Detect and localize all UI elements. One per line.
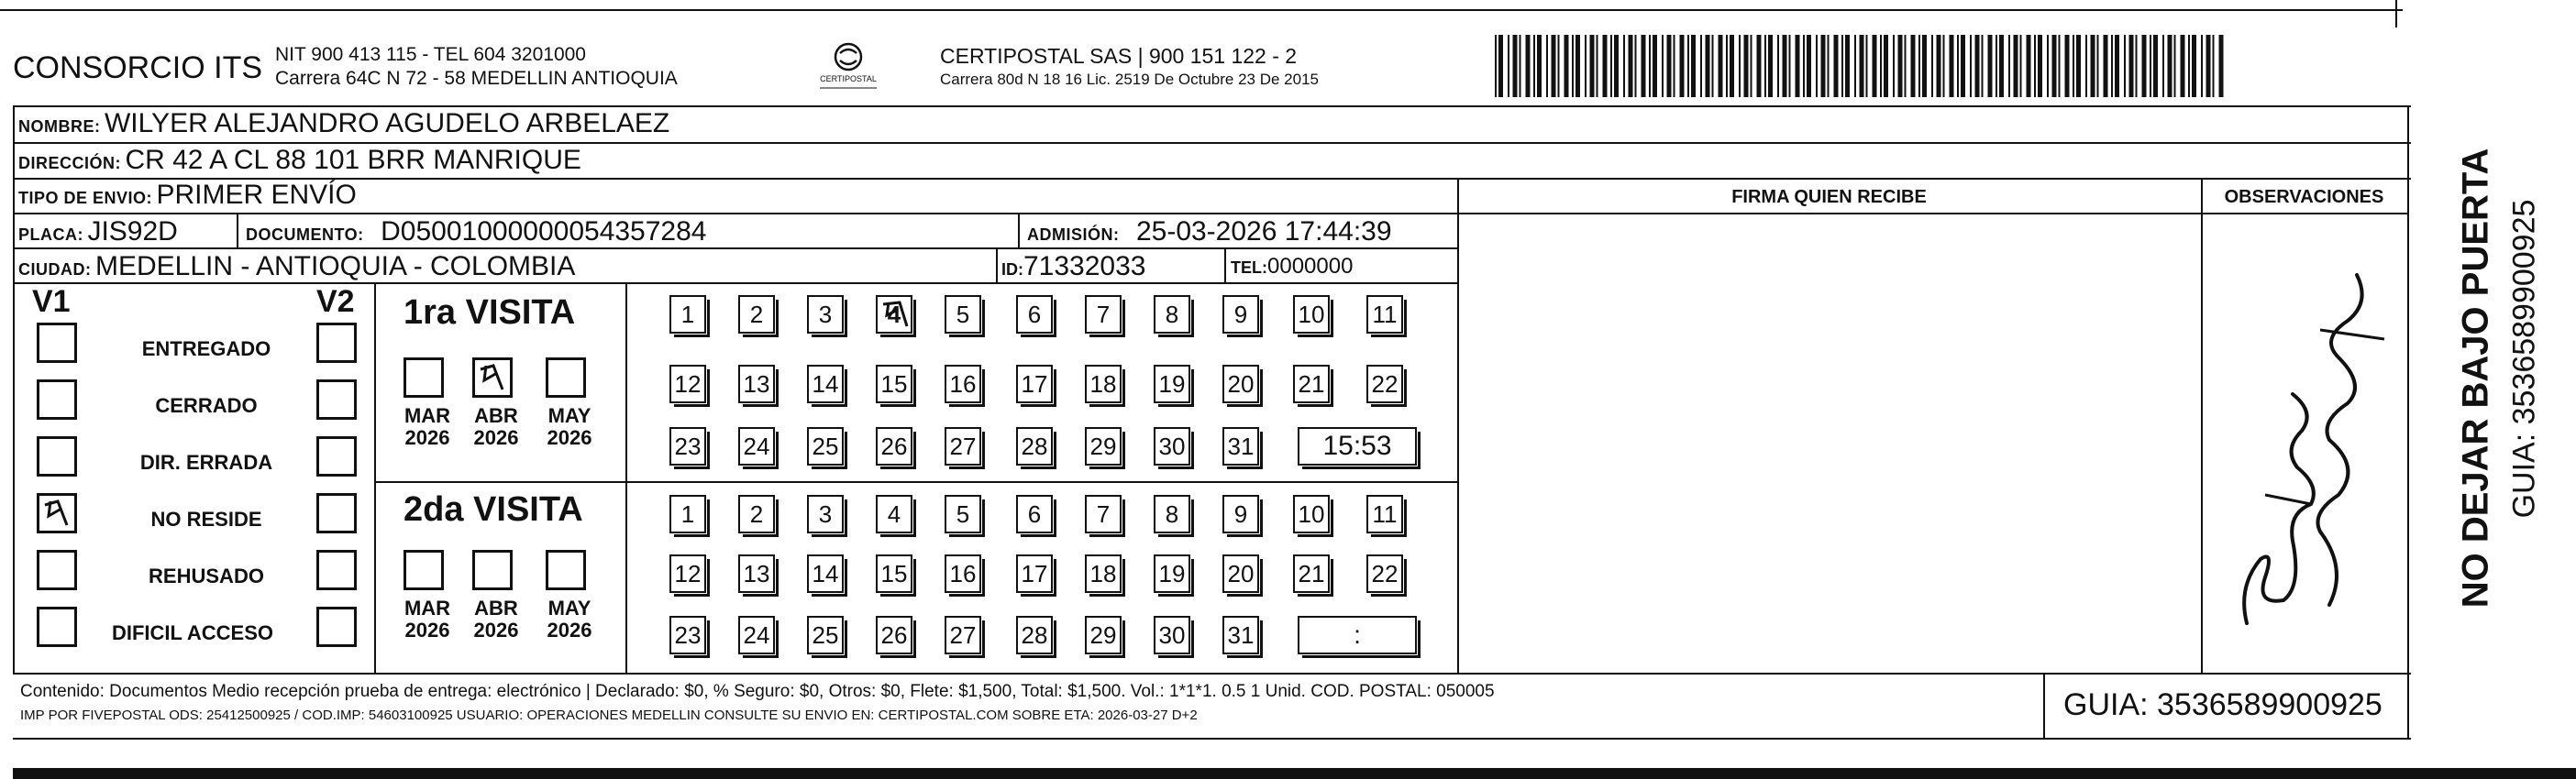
day-cell[interactable]: 5 bbox=[945, 495, 981, 533]
month-name: MAY bbox=[547, 404, 591, 427]
month-label bbox=[402, 598, 453, 642]
admission-label: ADMISIÓN: bbox=[1027, 225, 1120, 244]
v1-checkbox[interactable] bbox=[37, 379, 77, 420]
tel-value: 0000000 bbox=[1267, 254, 1354, 279]
v2-checkbox[interactable] bbox=[316, 379, 357, 420]
day-cell[interactable]: 1 bbox=[669, 295, 706, 334]
type-value: PRIMER ENVÍO bbox=[156, 180, 357, 210]
company-name: CONSORCIO ITS bbox=[13, 50, 263, 85]
v1-checkbox[interactable] bbox=[37, 436, 77, 477]
day-cell[interactable]: 9 bbox=[1222, 495, 1259, 533]
month-name: ABR bbox=[474, 597, 518, 620]
nit-line: NIT 900 413 115 - TEL 604 3201000 bbox=[275, 44, 586, 65]
day-cell[interactable]: 26 bbox=[876, 427, 912, 466]
day-cell[interactable]: 24 bbox=[738, 616, 775, 654]
day-cell[interactable]: 31 bbox=[1222, 616, 1259, 654]
obs-left-border bbox=[2201, 178, 2203, 673]
status-label: REHUSADO bbox=[149, 565, 264, 587]
month-name: MAR bbox=[404, 597, 451, 620]
time-box[interactable]: : bbox=[1298, 616, 1417, 654]
day-cell[interactable]: 16 bbox=[945, 554, 981, 593]
table-right bbox=[2407, 105, 2409, 674]
day-cell[interactable]: 20 bbox=[1222, 554, 1259, 593]
status-label: NO RESIDE bbox=[150, 508, 262, 531]
day-cell[interactable]: 19 bbox=[1154, 365, 1190, 403]
admission-value: 25-03-2026 17:44:39 bbox=[1135, 216, 1392, 247]
handwritten-signature bbox=[2210, 238, 2403, 642]
footer-meta-line: IMP POR FIVEPOSTAL ODS: 25412500925 / COD.IMP: 54603100925 USUARIO: OPERACIONES MEDELLIN CONSULTE SU ENVIO EN: CERTIPOSTAL.COM SOBRE ETA: 2026-03-27 D+2 bbox=[20, 708, 1198, 723]
day-cell[interactable]: 7 bbox=[1085, 495, 1122, 533]
day-cell[interactable]: 5 bbox=[945, 295, 981, 334]
day-cell[interactable]: 19 bbox=[1154, 554, 1190, 593]
table-top bbox=[13, 105, 2411, 107]
month-year: 2026 bbox=[473, 426, 519, 449]
day-cell[interactable]: 11 bbox=[1366, 495, 1403, 533]
day-cell[interactable]: 6 bbox=[1016, 495, 1053, 533]
type-label: TIPO DE ENVIO: bbox=[18, 189, 153, 207]
cell-divider bbox=[996, 247, 998, 282]
guia-vertical: GUIA: 3536589900925 bbox=[2506, 199, 2542, 519]
day-cell[interactable]: 25 bbox=[807, 427, 844, 466]
v2-checkbox[interactable] bbox=[316, 436, 357, 477]
day-cell[interactable]: 18 bbox=[1085, 554, 1122, 593]
footer-right bbox=[2407, 673, 2409, 739]
name-value: WILYER ALEJANDRO AGUDELO ARBELAEZ bbox=[104, 108, 670, 138]
day-cell[interactable]: 3 bbox=[807, 295, 844, 334]
carrier-line: CERTIPOSTAL SAS | 900 151 122 - 2 bbox=[940, 44, 1298, 68]
top-right-tick bbox=[2395, 0, 2397, 27]
month-year: 2026 bbox=[404, 426, 450, 449]
day-cell[interactable]: 23 bbox=[669, 616, 706, 654]
day-cell[interactable]: 15 bbox=[876, 554, 912, 593]
visit2-title: 2da VISITA bbox=[404, 490, 583, 529]
day-cell[interactable]: 22 bbox=[1366, 554, 1403, 593]
month-label bbox=[470, 598, 522, 642]
plate-cell bbox=[18, 216, 178, 247]
day-cell[interactable]: 13 bbox=[738, 365, 775, 403]
day-cell[interactable]: 12 bbox=[669, 554, 706, 593]
visit1-title: 1ra VISITA bbox=[404, 293, 576, 332]
visit-divider bbox=[625, 282, 627, 673]
day-cell[interactable]: 4 bbox=[876, 295, 912, 334]
day-cell[interactable]: 18 bbox=[1085, 365, 1122, 403]
day-cell[interactable]: 10 bbox=[1293, 495, 1330, 533]
document-cell bbox=[246, 216, 706, 247]
day-cell[interactable]: 27 bbox=[945, 616, 981, 654]
day-cell[interactable]: 29 bbox=[1085, 616, 1122, 654]
name-row bbox=[18, 108, 669, 139]
v1-checkbox[interactable] bbox=[37, 550, 77, 590]
month-name: MAR bbox=[404, 404, 451, 427]
row-divider bbox=[13, 282, 1457, 284]
day-cell[interactable]: 11 bbox=[1366, 295, 1403, 334]
v1-label: V1 bbox=[32, 284, 71, 319]
day-cell[interactable]: 28 bbox=[1016, 427, 1053, 466]
plate-value: JIS92D bbox=[87, 216, 178, 247]
day-cell[interactable]: 4 bbox=[876, 495, 912, 533]
city-value: MEDELLIN - ANTIOQUIA - COLOMBIA bbox=[94, 251, 576, 281]
day-cell[interactable]: 1 bbox=[669, 495, 706, 533]
day-cell[interactable]: 30 bbox=[1154, 427, 1190, 466]
day-cell[interactable]: 23 bbox=[669, 427, 706, 466]
day-cell[interactable]: 7 bbox=[1085, 295, 1122, 334]
address-value: CR 42 A CL 88 101 BRR MANRIQUE bbox=[125, 145, 581, 175]
day-cell[interactable]: 24 bbox=[738, 427, 775, 466]
city-label: CIUDAD: bbox=[18, 260, 92, 279]
table-left bbox=[13, 105, 15, 674]
day-cell[interactable]: 29 bbox=[1085, 427, 1122, 466]
name-label: NOMBRE: bbox=[18, 117, 101, 136]
v2-checkbox[interactable] bbox=[316, 607, 357, 647]
visit-separator bbox=[374, 481, 1457, 483]
footer-guia: GUIA: 3536589900925 bbox=[2063, 687, 2383, 722]
v1-checkbox[interactable] bbox=[37, 493, 77, 533]
v1-checkbox[interactable] bbox=[37, 607, 77, 647]
v2-checkbox[interactable] bbox=[316, 323, 357, 363]
month-year: 2026 bbox=[547, 619, 592, 642]
day-cell[interactable]: 13 bbox=[738, 554, 775, 593]
status-divider bbox=[374, 282, 376, 673]
footer-bottom bbox=[13, 738, 2411, 740]
month-name: ABR bbox=[474, 404, 518, 427]
month-checkbox[interactable] bbox=[404, 357, 444, 398]
v2-checkbox[interactable] bbox=[316, 493, 357, 533]
cell-divider bbox=[1224, 247, 1226, 282]
month-label bbox=[470, 405, 522, 449]
time-box[interactable]: 15:53 bbox=[1298, 427, 1417, 466]
month-name: MAY bbox=[547, 597, 591, 620]
document-value: D05001000000054357284 bbox=[381, 216, 707, 247]
day-cell[interactable]: 16 bbox=[945, 365, 981, 403]
month-label bbox=[544, 598, 595, 642]
bottom-border bbox=[13, 768, 2576, 779]
row-divider bbox=[13, 247, 1457, 249]
carrier-address: Carrera 80d N 18 16 Lic. 2519 De Octubre 23 De 2015 bbox=[940, 71, 1319, 88]
no-dejar-bajo-puerta: NO DEJAR BAJO PUERTA bbox=[2455, 148, 2496, 609]
tel-cell bbox=[1231, 254, 1353, 280]
cell-divider bbox=[1018, 213, 1020, 247]
signature-left-border bbox=[1457, 178, 1459, 673]
certipostal-logo bbox=[807, 40, 890, 93]
observations-label: OBSERVACIONES bbox=[2224, 187, 2384, 207]
day-cell[interactable]: 12 bbox=[669, 365, 706, 403]
top-border bbox=[0, 9, 2403, 11]
cell-divider bbox=[237, 213, 238, 247]
v2-label: V2 bbox=[316, 284, 355, 319]
day-cell[interactable]: 10 bbox=[1293, 295, 1330, 334]
day-cell[interactable]: 15 bbox=[876, 365, 912, 403]
document-label: DOCUMENTO: bbox=[246, 225, 364, 244]
footer-top bbox=[13, 673, 2411, 675]
month-year: 2026 bbox=[547, 426, 592, 449]
day-cell[interactable]: 22 bbox=[1366, 365, 1403, 403]
day-cell[interactable]: 2 bbox=[738, 295, 775, 334]
plate-label: PLACA: bbox=[18, 225, 83, 244]
day-cell[interactable]: 8 bbox=[1154, 295, 1190, 334]
month-checkbox[interactable] bbox=[472, 550, 513, 590]
address-label: DIRECCIÓN: bbox=[18, 154, 121, 172]
day-cell[interactable]: 21 bbox=[1293, 554, 1330, 593]
row-divider bbox=[13, 213, 1457, 214]
company-address: Carrera 64C N 72 - 58 MEDELLIN ANTIOQUIA bbox=[275, 68, 678, 89]
month-label bbox=[544, 405, 595, 449]
id-cell bbox=[1001, 251, 1145, 282]
day-cell[interactable]: 3 bbox=[807, 495, 844, 533]
month-checkbox[interactable] bbox=[546, 357, 586, 398]
status-label: ENTREGADO bbox=[141, 337, 271, 360]
day-cell[interactable]: 31 bbox=[1222, 427, 1259, 466]
day-cell[interactable]: 20 bbox=[1222, 365, 1259, 403]
id-value: 71332033 bbox=[1023, 251, 1146, 281]
row-divider bbox=[13, 142, 2411, 144]
footer-divider bbox=[2043, 673, 2045, 739]
status-label: CERRADO bbox=[155, 394, 258, 417]
day-cell[interactable]: 8 bbox=[1154, 495, 1190, 533]
row-divider bbox=[1457, 213, 2407, 214]
day-cell[interactable]: 14 bbox=[807, 365, 844, 403]
v2-checkbox[interactable] bbox=[316, 550, 357, 590]
month-checkbox[interactable] bbox=[546, 550, 586, 590]
footer-content-line: Contenido: Documentos Medio recepción prueba de entrega: electrónico | Declarado: $0, % Seguro: $0, Otros: $0, Flete: $1,500, Total: $1,500. Vol.: 1*1*1. 0.5 1 Unid. COD. POSTAL: 050005 bbox=[20, 682, 1495, 701]
day-cell[interactable]: 21 bbox=[1293, 365, 1330, 403]
status-label: DIR. ERRADA bbox=[139, 451, 273, 474]
day-cell[interactable]: 27 bbox=[945, 427, 981, 466]
day-cell[interactable]: 17 bbox=[1016, 554, 1053, 593]
day-cell[interactable]: 26 bbox=[876, 616, 912, 654]
day-cell[interactable]: 6 bbox=[1016, 295, 1053, 334]
city-cell bbox=[18, 251, 575, 282]
signature-label: FIRMA QUIEN RECIBE bbox=[1731, 187, 1927, 207]
row-divider bbox=[13, 178, 2411, 180]
month-label bbox=[402, 405, 453, 449]
month-year: 2026 bbox=[404, 619, 450, 642]
tel-label: TEL: bbox=[1231, 258, 1267, 277]
admission-cell bbox=[1027, 216, 1392, 247]
day-cell[interactable]: 2 bbox=[738, 495, 775, 533]
day-cell[interactable]: 17 bbox=[1016, 365, 1053, 403]
type-row bbox=[18, 180, 357, 211]
day-cell[interactable]: 14 bbox=[807, 554, 844, 593]
day-cell[interactable]: 30 bbox=[1154, 616, 1190, 654]
address-row bbox=[18, 145, 581, 176]
svg-text:CERTIPOSTAL: CERTIPOSTAL bbox=[820, 74, 877, 83]
month-checkbox[interactable] bbox=[404, 550, 444, 590]
day-cell[interactable]: 28 bbox=[1016, 616, 1053, 654]
status-label: DIFICIL ACCESO bbox=[111, 621, 273, 644]
day-cell[interactable]: 25 bbox=[807, 616, 844, 654]
month-checkbox[interactable] bbox=[472, 357, 513, 398]
month-year: 2026 bbox=[473, 619, 519, 642]
day-cell[interactable]: 9 bbox=[1222, 295, 1259, 334]
id-label: ID: bbox=[1001, 260, 1023, 279]
barcode bbox=[1495, 35, 2228, 97]
v1-checkbox[interactable] bbox=[37, 323, 77, 363]
